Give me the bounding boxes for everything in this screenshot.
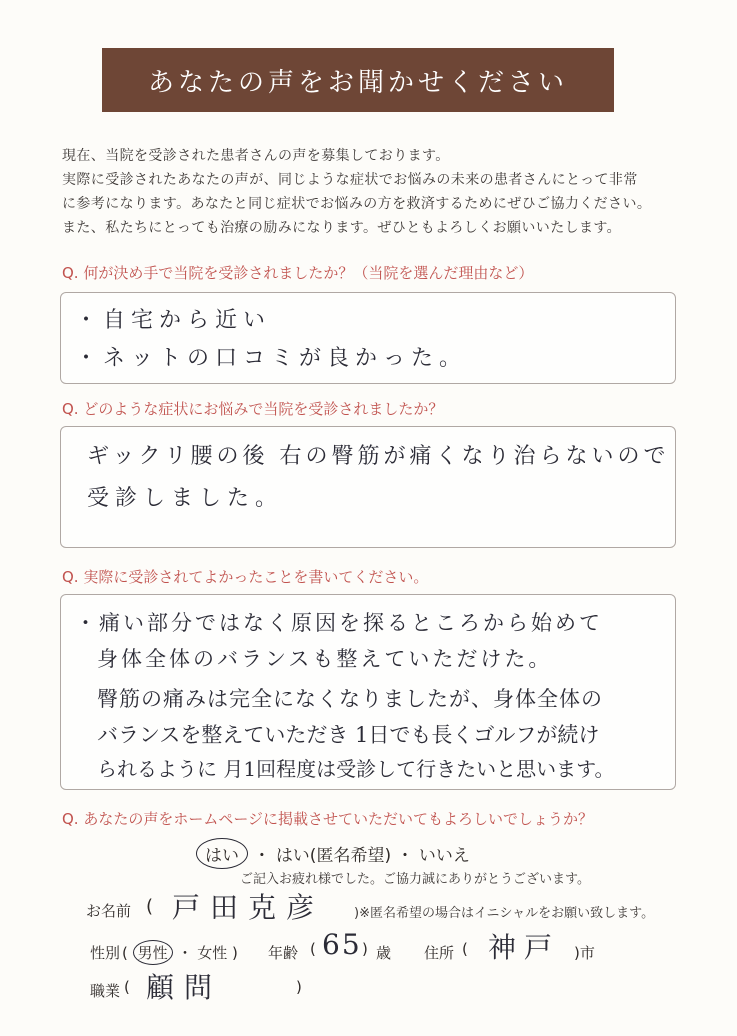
intro-line: 現在、当院を受診された患者さんの声を募集しております。	[62, 148, 450, 164]
age-open-paren: (	[310, 940, 316, 958]
address-open-paren: (	[462, 940, 468, 958]
address-label: 住所	[424, 944, 455, 962]
intro-text	[62, 144, 702, 240]
age-unit: 歳	[376, 944, 392, 962]
handwritten-answer-line: ・痛い部分ではなく原因を探るところから始めて	[75, 611, 603, 635]
handwritten-answer-line: ギックリ腰の後 右の臀筋が痛くなり治らないので	[87, 444, 670, 469]
occupation-label: 職業	[90, 982, 121, 1000]
page-title: あなたの声をお聞かせください	[102, 48, 614, 112]
gender-close-paren: )	[232, 944, 238, 962]
intro-line: に参考になります。あなたと同じ症状でお悩みの方を救済するためにぜひご協力ください。	[62, 196, 652, 212]
handwritten-answer-line: られるように 月1回程度は受診して行きたいと思います。	[97, 757, 615, 781]
occupation-open-paren: (	[124, 978, 130, 996]
name-label: お名前	[86, 902, 132, 920]
intro-line: 実際に受診されたあなたの声が、同じような症状でお悩みの未来の患者さんにとって非常	[62, 172, 638, 188]
option-separator: ・	[253, 846, 271, 866]
address-unit: )市	[574, 944, 595, 962]
option-separator: ・	[177, 944, 193, 962]
handwritten-answer-line: 臀筋の痛みは完全になくなりましたが、身体全体の	[97, 687, 603, 711]
option-yes-selected[interactable]: はい	[196, 838, 248, 869]
question-reason: Q. 何が決め手で当院を受診されましたか？（当院を選んだ理由など）	[62, 264, 534, 282]
address-field-value[interactable]: 神戸	[488, 931, 561, 964]
handwritten-answer-line: ・ネットの口コミが良かった。	[75, 346, 468, 371]
question-publish-permission: Q. あなたの声をホームページに掲載させていただいてもよろしいでしょうか？	[62, 810, 594, 828]
occupation-close-paren: )	[296, 978, 302, 996]
age-label: 年齢	[268, 944, 299, 962]
name-field-value[interactable]: 戸田克彦	[172, 891, 325, 924]
gender-open-paren: (	[122, 944, 128, 962]
handwritten-answer-line: 受診しました。	[87, 486, 284, 511]
name-open-paren: (	[146, 896, 154, 917]
handwritten-answer-line: バランスを整えていただき 1日でも長くゴルフが続け	[97, 723, 600, 747]
gender-female[interactable]: 女性	[197, 944, 228, 962]
handwritten-answer-line: 身体全体のバランスも整えていただけた。	[97, 647, 553, 671]
occupation-field-value[interactable]: 顧問	[146, 971, 223, 1004]
intro-line: また、私たちにとっても治療の励みになります。ぜひともよろしくお願いいたします。	[62, 220, 622, 236]
gender-male-selected[interactable]: 男性	[133, 940, 173, 965]
answer-box-good-points	[60, 594, 676, 790]
answer-box-symptom	[60, 426, 676, 548]
gender-label: 性別	[90, 944, 121, 962]
question-symptom: Q. どのような症状にお悩みで当院を受診されましたか？	[62, 400, 444, 418]
age-close-paren: )	[362, 940, 368, 958]
question-good-points: Q. 実際に受診されてよかったことを書いてください。	[62, 568, 429, 586]
name-note: )※匿名希望の場合はイニシャルをお願い致します。	[354, 906, 655, 921]
option-no[interactable]: いいえ	[418, 846, 470, 866]
gender-options	[122, 940, 238, 965]
option-separator: ・	[396, 846, 414, 866]
age-field-value[interactable]: 65	[322, 928, 362, 961]
publish-options	[196, 838, 470, 869]
handwritten-answer-line: ・自宅から近い	[75, 308, 272, 333]
option-yes-anonymous[interactable]: はい(匿名希望)	[275, 846, 392, 866]
answer-box-reason	[60, 292, 676, 384]
thanks-message: ご記入お疲れ様でした。ご協力誠にありがとうございます。	[240, 872, 590, 887]
